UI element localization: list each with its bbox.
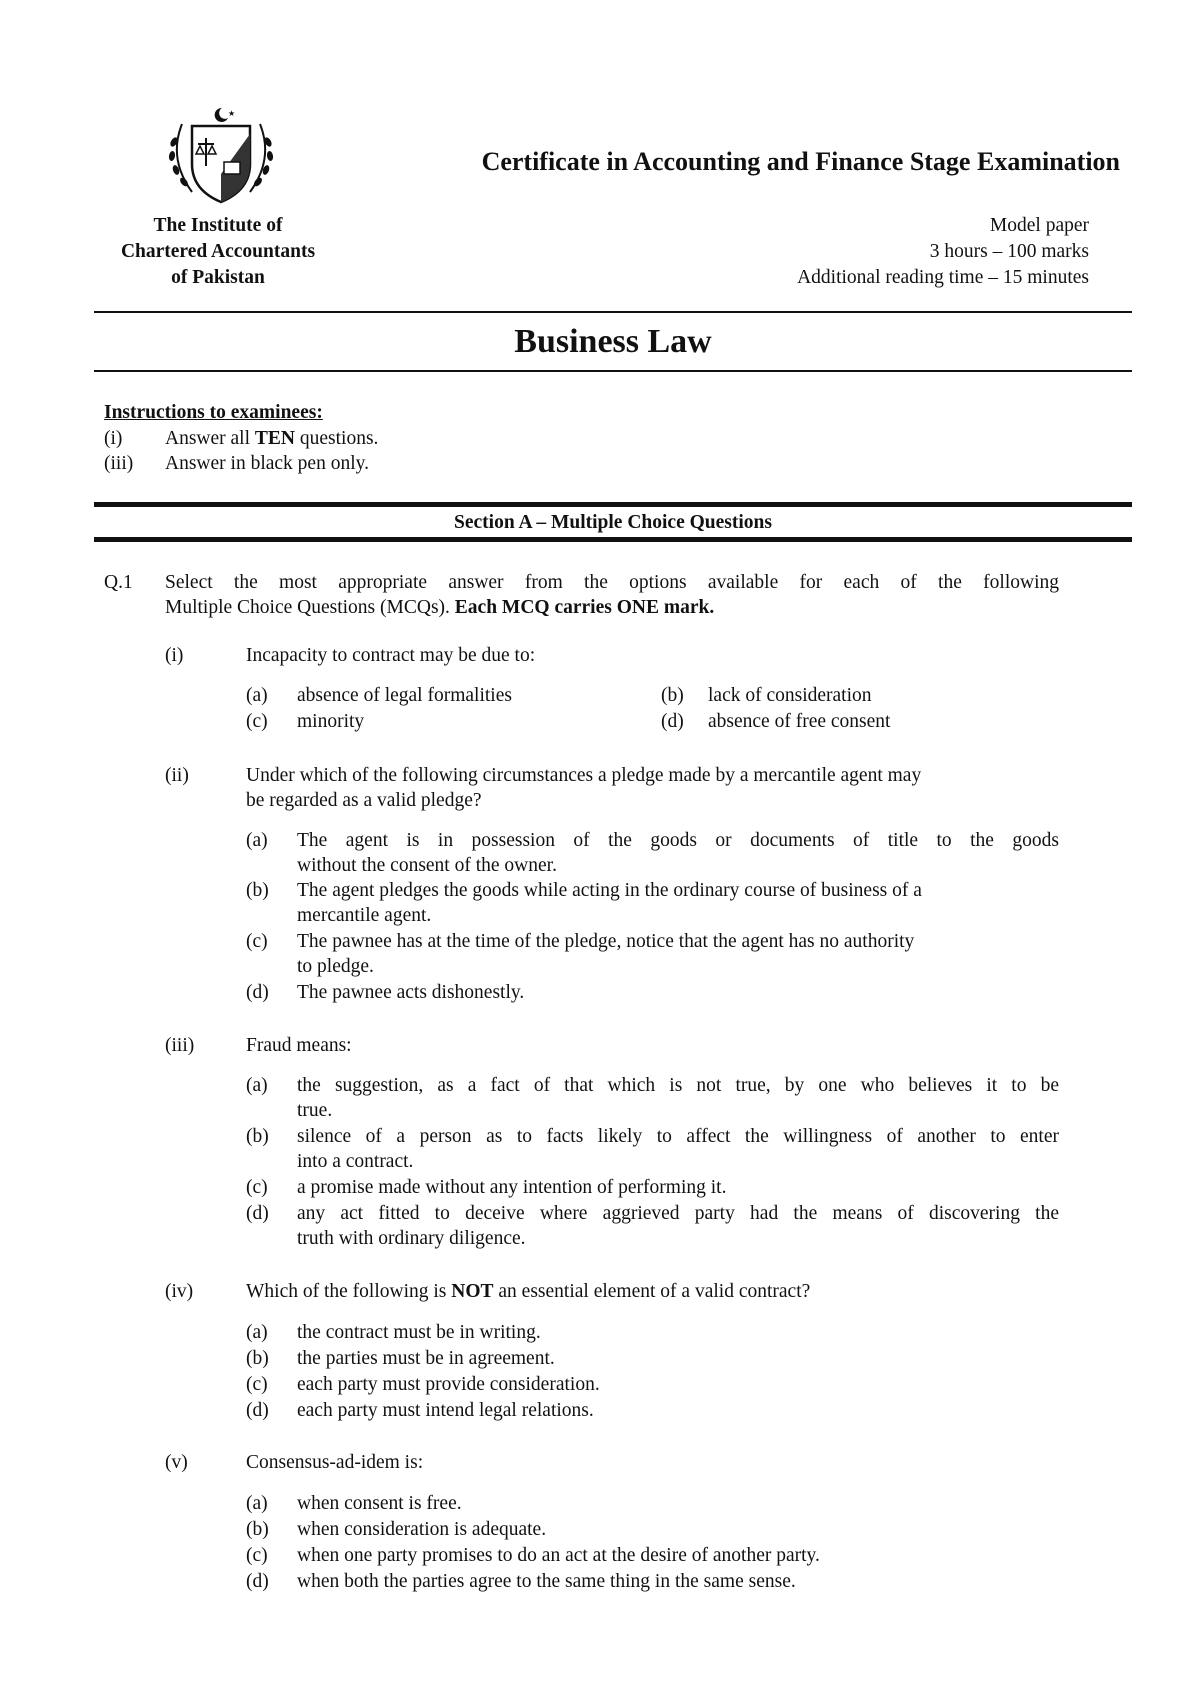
option-text: absence of legal formalities [297,685,512,706]
mcq-stem: Consensus-ad-idem is: [246,1452,424,1473]
mcq-number: (ii) [165,765,189,786]
mcq-number: (iii) [165,1035,195,1056]
option-label: (b) [246,1348,269,1369]
option-text: mercantile agent. [297,905,432,926]
option-text: The pawnee acts dishonestly. [297,982,525,1003]
section-title: Section A – Multiple Choice Questions [454,512,772,533]
header-divider-top [94,311,1132,313]
mcq-stem: Which of the following is NOT an essential element of a valid contract? [246,1281,811,1302]
mcq-stem: be regarded as a valid pledge? [246,790,482,811]
instruction-text: Answer all TEN questions. [165,428,379,449]
exam-duration: 3 hours – 100 marks [929,241,1089,262]
question-number: Q.1 [104,572,133,593]
mcq-stem: Under which of the following circumstances a pledge made by a mercantile agent may [246,765,922,786]
subject-title: Business Law [514,323,712,360]
option-text: a promise made without any intention of performing it. [297,1177,727,1198]
option-label: (a) [246,1493,268,1514]
option-label: (b) [246,880,269,901]
svg-text:★: ★ [228,109,236,118]
option-label: (c) [246,1374,268,1395]
option-text: silence of a person as to facts likely to affect the willingness of another to enter [297,1126,1059,1147]
option-text: the suggestion, as a fact of that which is not true, by one who believes it to be [297,1075,1059,1096]
option-text: into a contract. [297,1151,414,1172]
option-text: The agent pledges the goods while acting in the ordinary course of business of a [297,880,922,901]
option-text: the contract must be in writing. [297,1322,541,1343]
option-text: minority [297,711,365,732]
section-divider-top [94,502,1132,507]
instructions-heading: Instructions to examinees: [104,402,323,423]
option-label: (d) [661,711,684,732]
institute-name-line3: of Pakistan [171,267,265,288]
mcq-stem: Fraud means: [246,1035,352,1056]
option-label: (b) [246,1519,269,1540]
option-text: lack of consideration [708,685,872,706]
question-intro-line1: Select the most appropriate answer from the options available for each of the following [165,572,1059,593]
instruction-text: Answer in black pen only. [165,453,369,474]
section-divider-bottom [94,537,1132,542]
option-label: (a) [246,830,268,851]
option-text: truth with ordinary diligence. [297,1228,526,1249]
option-text: each party must intend legal relations. [297,1400,594,1421]
option-text: the parties must be in agreement. [297,1348,555,1369]
option-label: (d) [246,1571,269,1592]
option-label: (d) [246,1203,269,1224]
mcq-number: (i) [165,645,184,666]
reading-time: Additional reading time – 15 minutes [797,267,1089,288]
option-label: (a) [246,1075,268,1096]
option-text: when consent is free. [297,1493,462,1514]
institute-logo [162,104,280,210]
option-label: (b) [246,1126,269,1147]
option-label: (c) [246,1545,268,1566]
option-text: The agent is in possession of the goods or documents of title to the goods [297,830,1059,851]
option-text: to pledge. [297,956,374,977]
instruction-num: (i) [104,428,123,449]
paper-type: Model paper [989,215,1089,236]
option-label: (d) [246,1400,269,1421]
option-label: (b) [661,685,684,706]
mcq-number: (iv) [165,1281,194,1302]
option-text: when consideration is adequate. [297,1519,547,1540]
option-label: (d) [246,982,269,1003]
option-label: (c) [246,711,268,732]
option-label: (c) [246,931,268,952]
instruction-num: (iii) [104,453,134,474]
option-text: true. [297,1100,333,1121]
option-text: each party must provide consideration. [297,1374,600,1395]
institute-name-line1: The Institute of [153,215,283,236]
option-text: The pawnee has at the time of the pledge, notice that the agent has no authority [297,931,915,952]
exam-title: Certificate in Accounting and Finance Stage Examination [481,147,1120,176]
option-text: when one party promises to do an act at the desire of another party. [297,1545,820,1566]
header-divider-bottom [94,370,1132,372]
mcq-stem: Incapacity to contract may be due to: [246,645,536,666]
option-label: (a) [246,1322,268,1343]
option-label: (c) [246,1177,268,1198]
question-intro-line2: Multiple Choice Questions (MCQs). Each MCQ carries ONE mark. [165,597,715,618]
option-text: without the consent of the owner. [297,855,557,876]
option-label: (a) [246,685,268,706]
option-text: when both the parties agree to the same thing in the same sense. [297,1571,796,1592]
institute-name-line2: Chartered Accountants [120,241,316,262]
mcq-number: (v) [165,1452,188,1473]
option-text: absence of free consent [708,711,891,732]
option-text: any act fitted to deceive where aggrieved party had the means of discovering the [297,1203,1059,1224]
